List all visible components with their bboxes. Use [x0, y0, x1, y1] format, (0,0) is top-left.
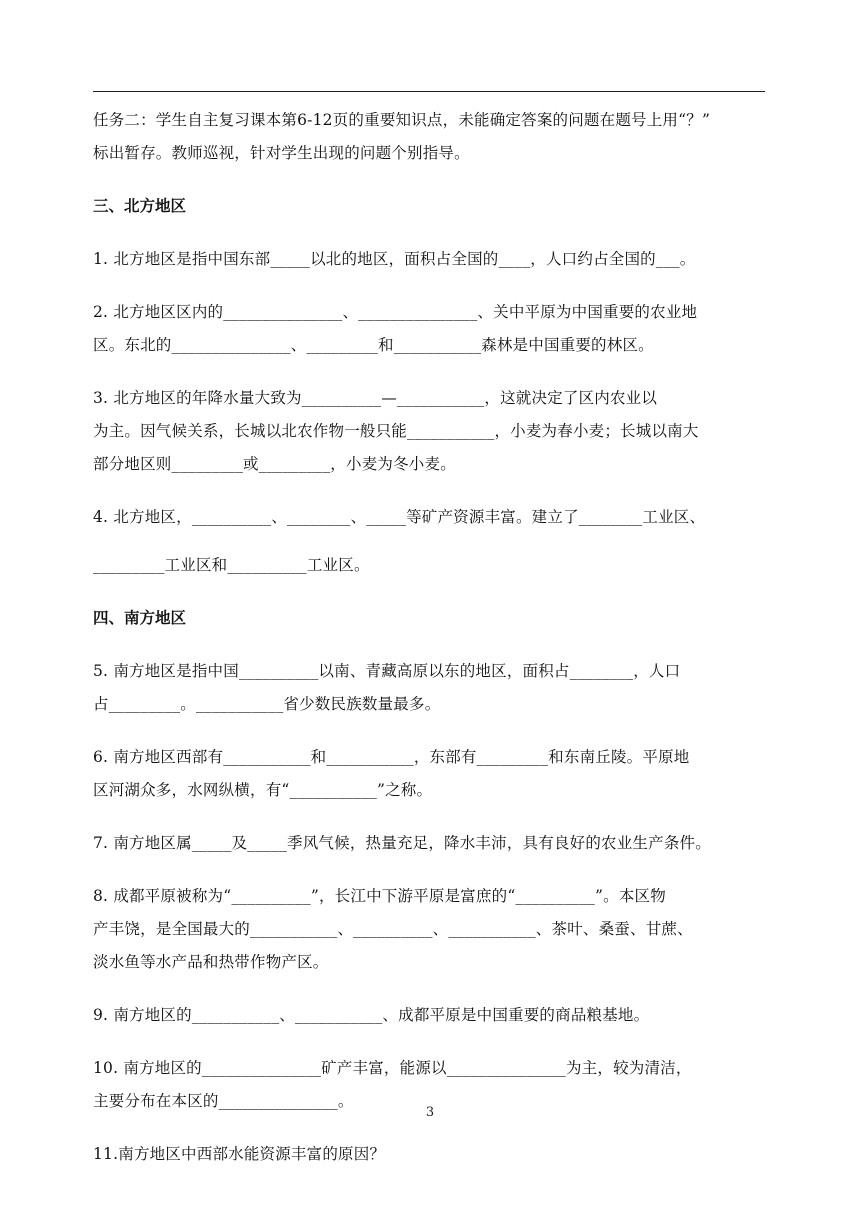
question-line: 部分地区则_________或_________，小麦为冬小麦。: [93, 455, 456, 473]
question-line: 为主。因气候关系，长城以北农作物一般只能___________，小麦为春小麦；长城以南大: [93, 422, 699, 440]
question-11: [93, 1138, 767, 1171]
question-1: [93, 243, 767, 276]
question-line: 2. 北方地区区内的_______________、_______________、关中平原为中国重要的农业地: [93, 303, 698, 321]
question-line: 区。东北的_______________、_________和___________森林是中国重要的林区。: [93, 336, 654, 354]
question-line: 淡水鱼等水产品和热带作物产区。: [93, 953, 329, 971]
question-line: 10. 南方地区的_______________矿产丰富，能源以_______________为主，较为清洁，: [93, 1059, 692, 1077]
question-7: [93, 827, 767, 860]
question-line: _________工业区和__________工业区。: [93, 556, 370, 574]
task-instructions: [93, 104, 767, 170]
question-8: [93, 880, 767, 979]
section-heading-south: 四、南方地区: [93, 609, 187, 627]
question-line: 主要分布在本区的_______________。: [93, 1092, 354, 1110]
question-6: [93, 741, 767, 807]
question-4: [93, 501, 767, 582]
question-line: 9. 南方地区的___________、___________、成都平原是中国重要的商品粮基地。: [93, 1006, 650, 1024]
question-line: 11.南方地区中西部水能资源丰富的原因？: [93, 1145, 386, 1163]
question-2: [93, 296, 767, 362]
question-line: 区河湖众多，水网纵横，有“___________”之称。: [93, 781, 433, 799]
question-5: [93, 655, 767, 721]
question-line: 占_________。___________省少数民族数量最多。: [93, 695, 441, 713]
question-line: 产丰饶，是全国最大的___________、__________、___________、茶叶、桑蚕、甘蔗、: [93, 920, 693, 938]
question-line: 4. 北方地区，__________、________、_____等矿产资源丰富。建立了________工业区、: [93, 508, 706, 526]
page-number: 3: [425, 1105, 435, 1120]
header-rule: [93, 91, 765, 92]
task-line: 标出暂存。教师巡视，针对学生出现的问题个别指导。: [93, 144, 470, 162]
task-line: 任务二：学生自主复习课本第6-12页的重要知识点，未能确定答案的问题在题号上用“？”: [93, 111, 711, 129]
section-heading-north: 三、北方地区: [93, 197, 187, 215]
question-line: 7. 南方地区属_____及_____季风气候，热量充足，降水丰沛，具有良好的农业生产条件。: [93, 834, 711, 852]
question-9: [93, 999, 767, 1032]
question-line: 1. 北方地区是指中国东部_____以北的地区，面积占全国的____，人口约占全国的___。: [93, 250, 696, 268]
question-line: 5. 南方地区是指中国__________以南、青藏高原以东的地区，面积占________，人口: [93, 662, 681, 680]
question-line: 8. 成都平原被称为“__________”，长江中下游平原是富庶的“__________”。本区物: [93, 887, 666, 905]
question-line: 3. 北方地区的年降水量大致为__________—___________，这就决定了区内农业以: [93, 389, 658, 407]
question-line: 6. 南方地区西部有___________和___________，东部有_________和东南丘陵。平原地: [93, 748, 690, 766]
worksheet-body: [93, 104, 767, 1171]
question-3: [93, 382, 767, 481]
